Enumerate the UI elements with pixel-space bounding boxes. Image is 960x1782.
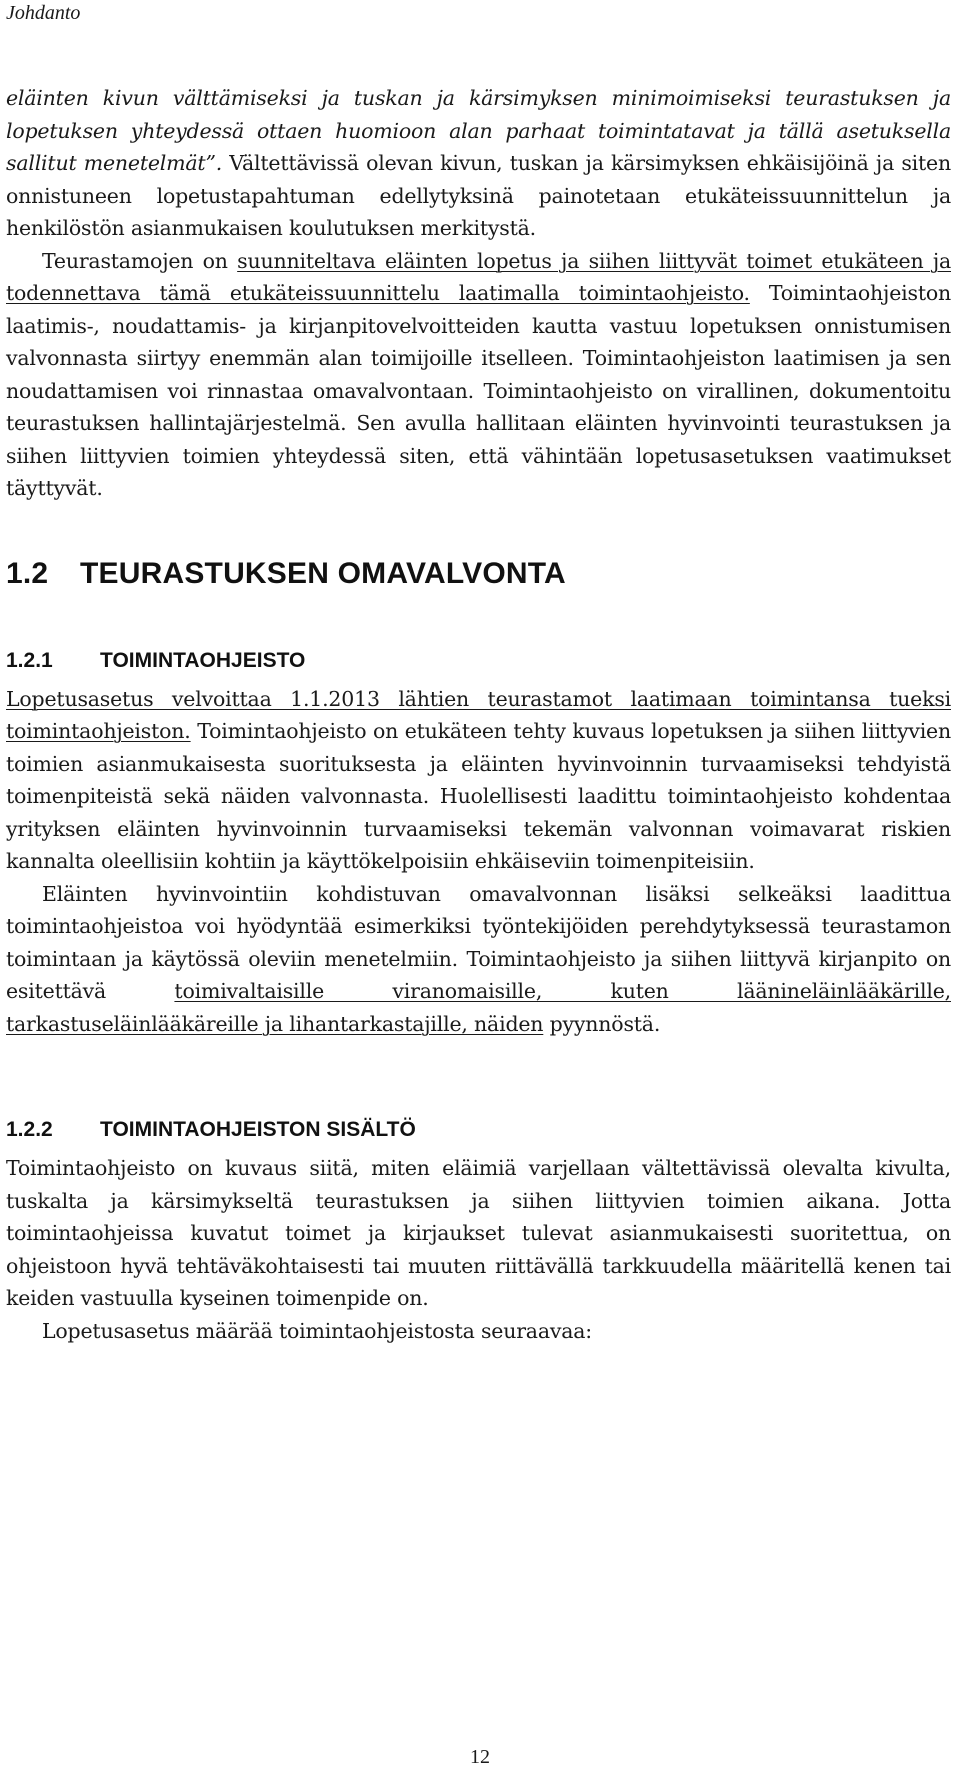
subsection-title: TOIMINTAOHJEISTO xyxy=(100,648,306,672)
running-header: Johdanto xyxy=(6,2,81,24)
section-title: TEURASTUKSEN OMAVALVONTA xyxy=(80,556,566,590)
quote-text: eläinten kivun välttämiseksi ja tuskan ja kärsimyksen minimoimiseksi teurastuksen ja lopetuksen yhteydessä ottaen huomioon alan parhaat toimintatavat ja tällä asetuksella sallitut menetelmät”. xyxy=(6,86,951,175)
paragraph-text: pyynnöstä. xyxy=(543,1011,661,1036)
subsection-title: TOIMINTAOHJEISTON SISÄLTÖ xyxy=(100,1118,416,1141)
paragraph-text: Eläinten hyvinvointiin kohdistuvan omavalvonnan lisäksi selkeäksi laadittua toimintaohjeistoa voi hyödyntää esimerkiksi työntekijöiden perehdytyksessä teurastamon toimintaan ja käytössä oleviin menetelmiin. Toimintaohjeisto ja siihen liittyvä kirjanpito on esitettävä xyxy=(6,881,951,1003)
paragraph-text: Teurastamojen on xyxy=(42,248,238,273)
underlined-text: toimivaltaisille viranomaisille, kuten läänineläinlääkärille, tarkastuseläinlääkäreille ja lihantarkastajille, näiden xyxy=(6,979,951,1036)
subsection-heading-1-2-1 xyxy=(6,649,951,673)
subsection-number: 1.2.2 xyxy=(6,1118,53,1141)
underlined-text: Lopetusasetus velvoittaa 1.1.2013 lähtien teurastamot laatimaan toimintansa tueksi toimintaohjeiston. xyxy=(6,686,951,743)
paragraph-text: Toimintaohjeisto on etukäteen tehty kuvaus lopetuksen ja siihen liittyvien toimien asianmukaisesta suorituksesta ja eläinten hyvinvoinnin turvaamiseksi tehdyistä toimenpiteistä sekä näiden valvonnasta. Huolellisesti laadittu toimintaohjeisto kohdentaa yrityksen eläinten hyvinvoinnin turvaamiseksi tekemän valvonnan voimavarat riskien kannalta oleellisiin kohtiin ja käyttökelpoisiin ehkäiseviin toimenpiteisiin. xyxy=(6,719,951,873)
paragraph-intro xyxy=(6,82,951,245)
document-body xyxy=(6,82,951,1347)
paragraph-regulation-lead: Lopetusasetus määrää toimintaohjeistosta seuraavaa: xyxy=(42,1318,592,1343)
paragraph-content-description: Toimintaohjeisto on kuvaus siitä, miten eläimiä varjellaan vältettävissä olevalta kivulta, tuskalta ja kärsimykseltä teurastuksen ja siihen liittyvien toimien aikana. Jotta toimintaohjeissa kuvatut toimet ja kirjaukset tulevat asianmukaisesti suoritettua, on ohjeistoon hyvä tehtäväkohtaisesti tai muuten riittävällä tarkkuudella määritellä kenen tai keiden vastuulla kyseinen toimenpide on. xyxy=(6,1156,951,1310)
paragraph-planning xyxy=(6,245,951,505)
paragraph-text: Toimintaohjeiston laatimis-, noudattamis- ja kirjanpitovelvoitteiden kautta vastuu lopetuksen onnistumisen valvonnasta siirtyy enemmän alan toimijoille itselleen. Toimintaohjeiston laatimisen ja sen noudattamisen voi rinnastaa omavalvontaan. Toimintaohjeisto on virallinen, dokumentoitu teurastuksen hallintajärjestelmä. Sen avulla hallitaan eläinten hyvinvointi teurastuksen ja siihen liittyvien toimien yhteydessä siten, että vähintään lopetusasetuksen vaatimukset täyttyvät. xyxy=(6,281,951,500)
subsection-number: 1.2.1 xyxy=(6,648,53,672)
subsection-heading-1-2-2 xyxy=(6,1118,951,1142)
paragraph-text: Vältettävissä olevan kivun, tuskan ja kärsimyksen ehkäisijöinä ja siten onnistuneen lopetustapahtuman edellytyksinä painotetaan etukäteissuunnittelun ja henkilöstön asianmukaisen koulutuksen merkitystä. xyxy=(6,151,951,240)
underlined-text: suunniteltava eläinten lopetus ja siihen liittyvät toimet etukäteen ja todennettava tämä etukäteissuunnittelu laatimalla toimintaohjeisto. xyxy=(6,248,951,305)
paragraph-usage xyxy=(6,878,951,1041)
section-heading-1-2 xyxy=(6,557,951,591)
section-number: 1.2 xyxy=(6,556,49,590)
paragraph-obligation xyxy=(6,683,951,878)
page-number: 12 xyxy=(470,1746,490,1768)
